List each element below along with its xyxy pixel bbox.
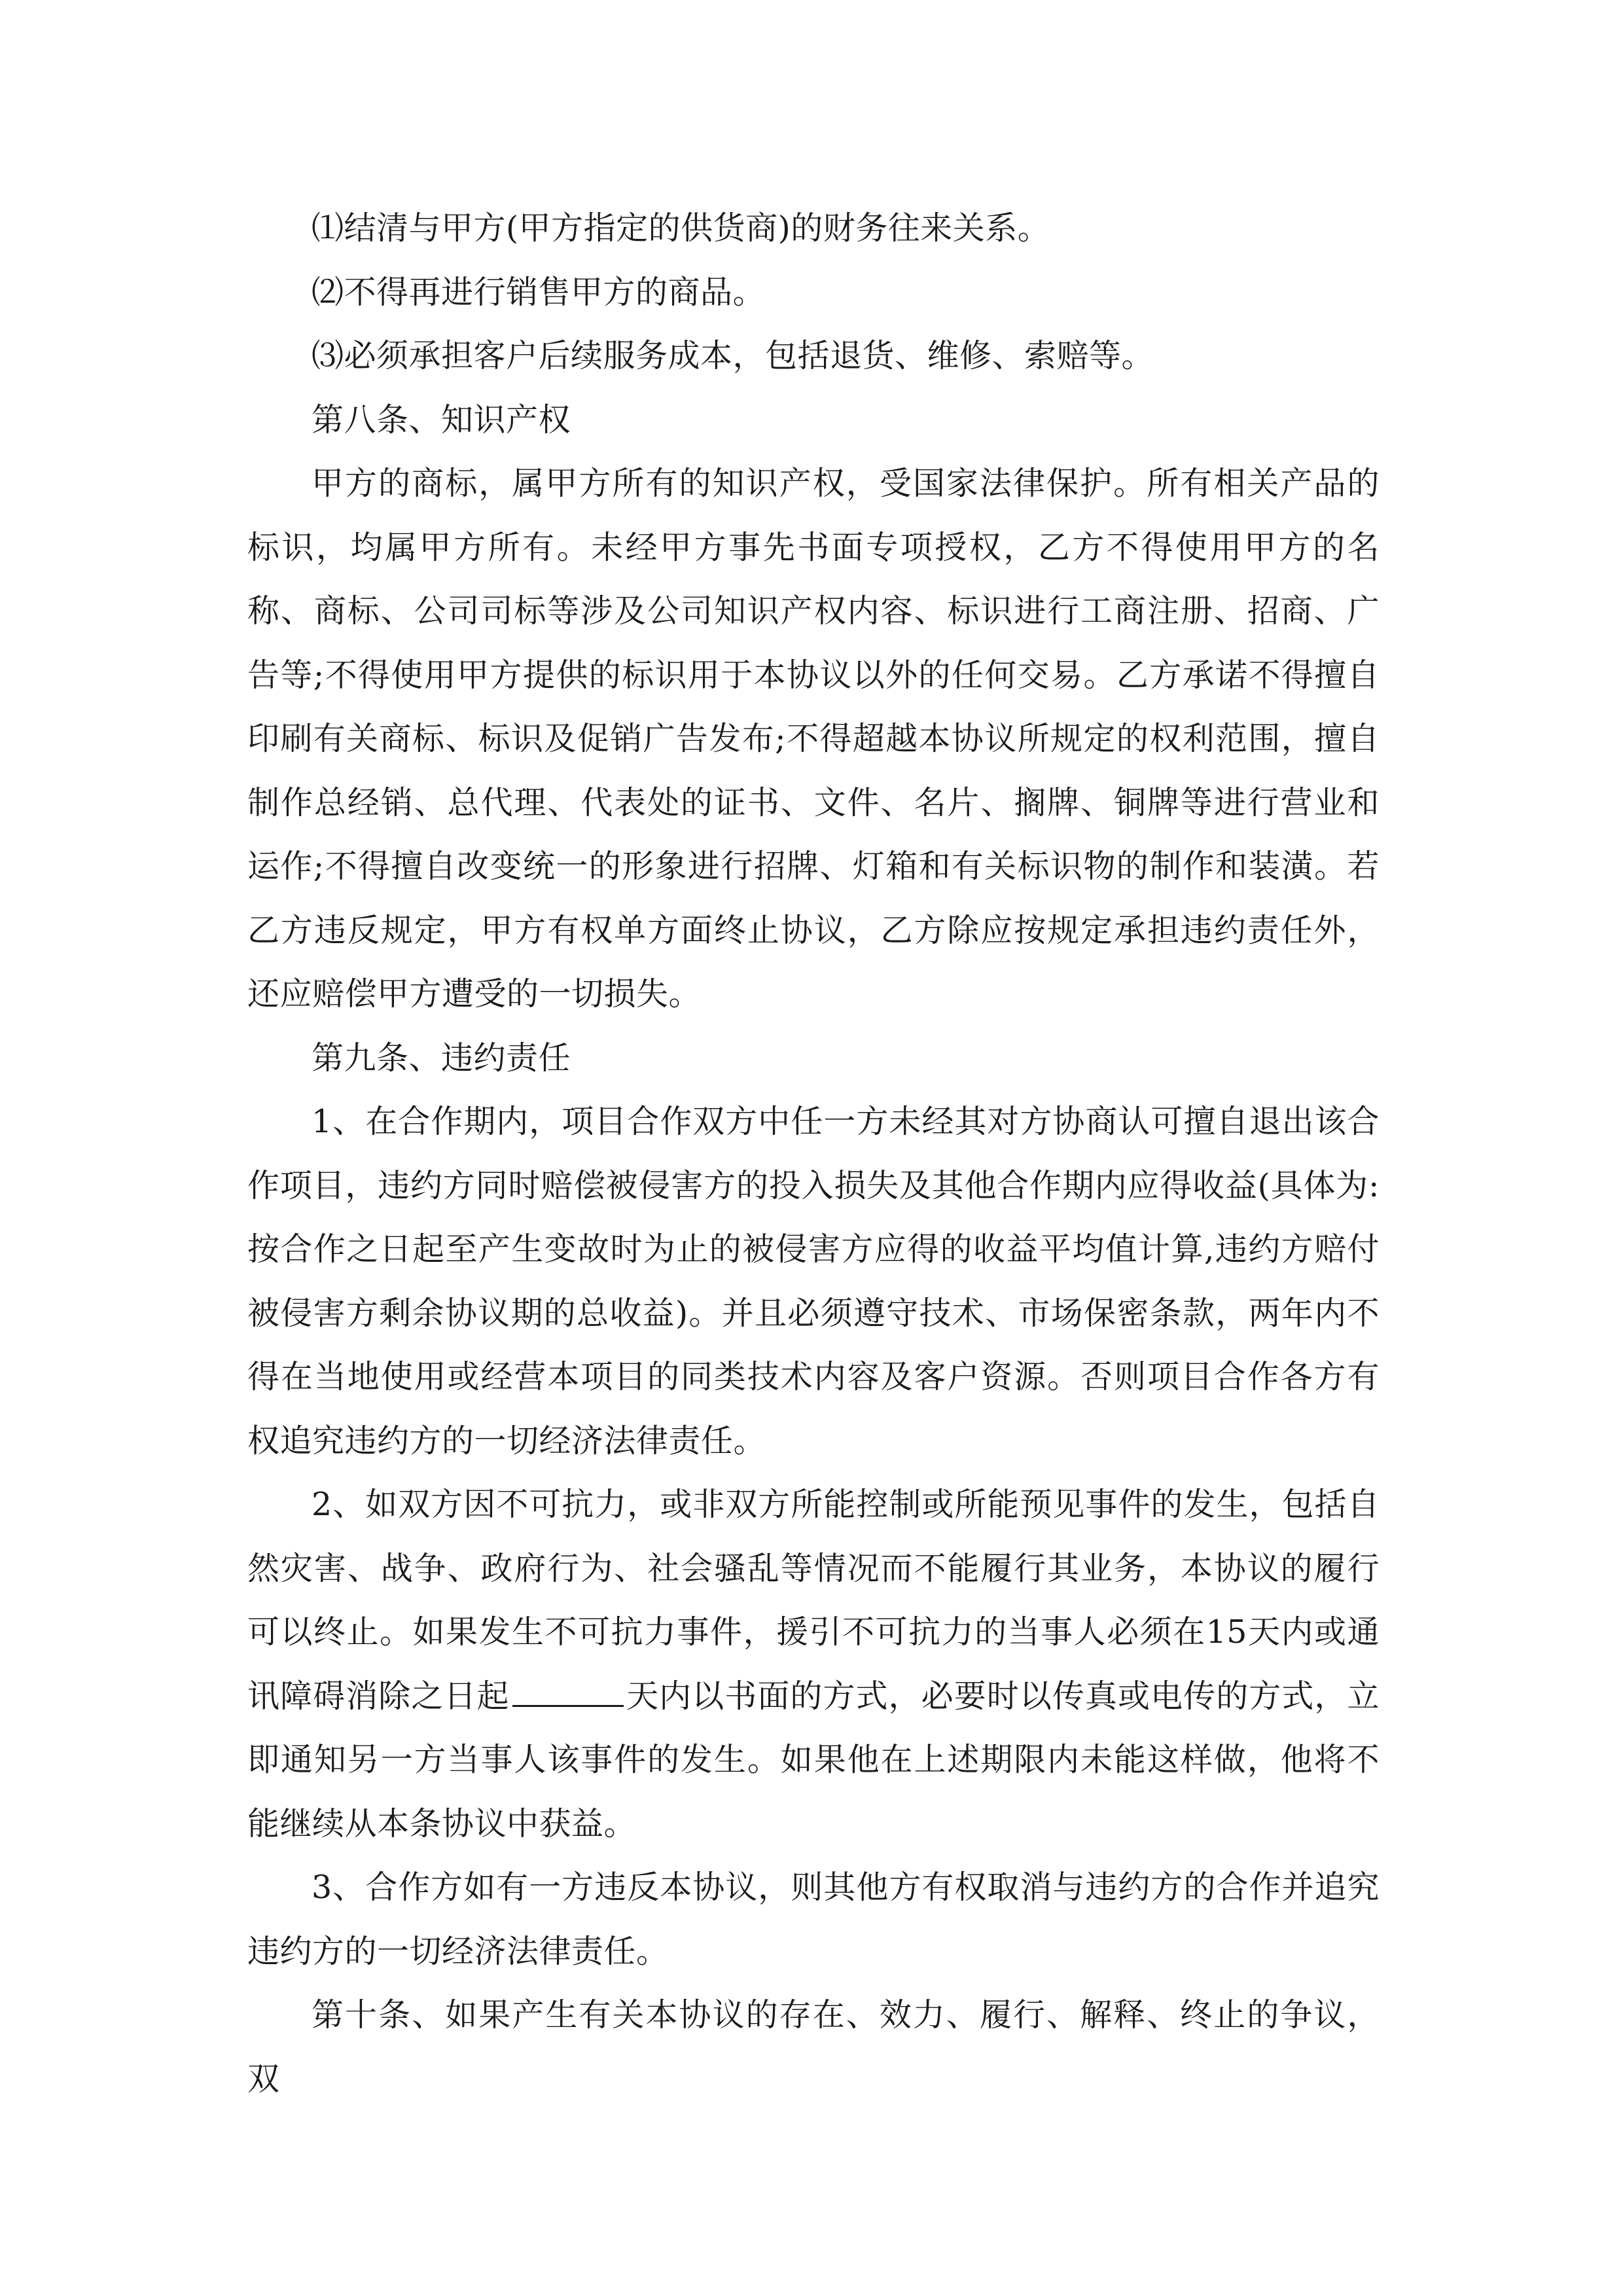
article-8-heading: 第八条、知识产权 [312, 401, 571, 439]
clause-after-sales-cost: ⑶必须承担客户后续服务成本，包括退货、维修、索赔等。 [312, 337, 1154, 374]
article-9-clause-1: 1、在合作期内，项目合作双方中任一方未经其对方协商认可擅自退出该合作项目，违约方同时赔偿被侵害方的投入损失及其他合作期内应得收益(具体为:按合作之日起至产生变故时为止的被侵害方应得的收益平均值计算,违约方赔付被侵害方剩余协议期的总收益)。并且必须遵守技术、市场保密条款，两年内不得在当地使用或经营本项目的同类技术内容及客户资源。否则项目合作各方有权追究违约方的一切经济法律责任。 [247, 1103, 1380, 1460]
clause-settle-accounts: ⑴结清与甲方(甲方指定的供货商)的财务往来关系。 [312, 209, 1050, 247]
document-body [247, 196, 1380, 2111]
fill-in-blank [512, 1672, 624, 1707]
force-majeure-text-before: 2、如双方因不可抗力，或非双方所能控制或所能预见事件的发生，包括自然灾害、战争、政府行为、社会骚乱等情况而不能履行其业务，本协议的履行可以终止。如果发生不可抗力事件，援引不可抗力的当事人必须在15天内或通讯障碍消除之日起 [247, 1486, 1380, 1715]
force-majeure-text-after: 天内以书面的方式，必要时以传真或电传的方式，立即通知另一方当事人该事件的发生。如果他在上述期限内未能这样做，他将不能继续从本条协议中获益。 [247, 1677, 1380, 1842]
clause-stop-selling: ⑵不得再进行销售甲方的商品。 [312, 273, 766, 311]
article-10-start: 第十条、如果产生有关本协议的存在、效力、履行、解释、终止的争议，双 [247, 1996, 1380, 2098]
article-9-clause-2 [247, 1473, 1380, 1856]
article-9-clause-3: 3、合作方如有一方违反本协议，则其他方有权取消与违约方的合作并追究违约方的一切经济法律责任。 [247, 1869, 1380, 1970]
article-8-body: 甲方的商标，属甲方所有的知识产权，受国家法律保护。所有相关产品的标识，均属甲方所有。未经甲方事先书面专项授权，乙方不得使用甲方的名称、商标、公司司标等涉及公司知识产权内容、标识进行工商注册、招商、广告等;不得使用甲方提供的标识用于本协议以外的任何交易。乙方承诺不得擅自印刷有关商标、标识及促销广告发布;不得超越本协议所规定的权利范围，擅自制作总经销、总代理、代表处的证书、文件、名片、搁牌、铜牌等进行营业和运作;不得擅自改变统一的形象进行招牌、灯箱和有关标识物的制作和装潢。若乙方违反规定，甲方有权单方面终止协议，乙方除应按规定承担违约责任外，还应赔偿甲方遭受的一切损失。 [247, 465, 1380, 1013]
article-9-heading: 第九条、违约责任 [312, 1039, 571, 1077]
